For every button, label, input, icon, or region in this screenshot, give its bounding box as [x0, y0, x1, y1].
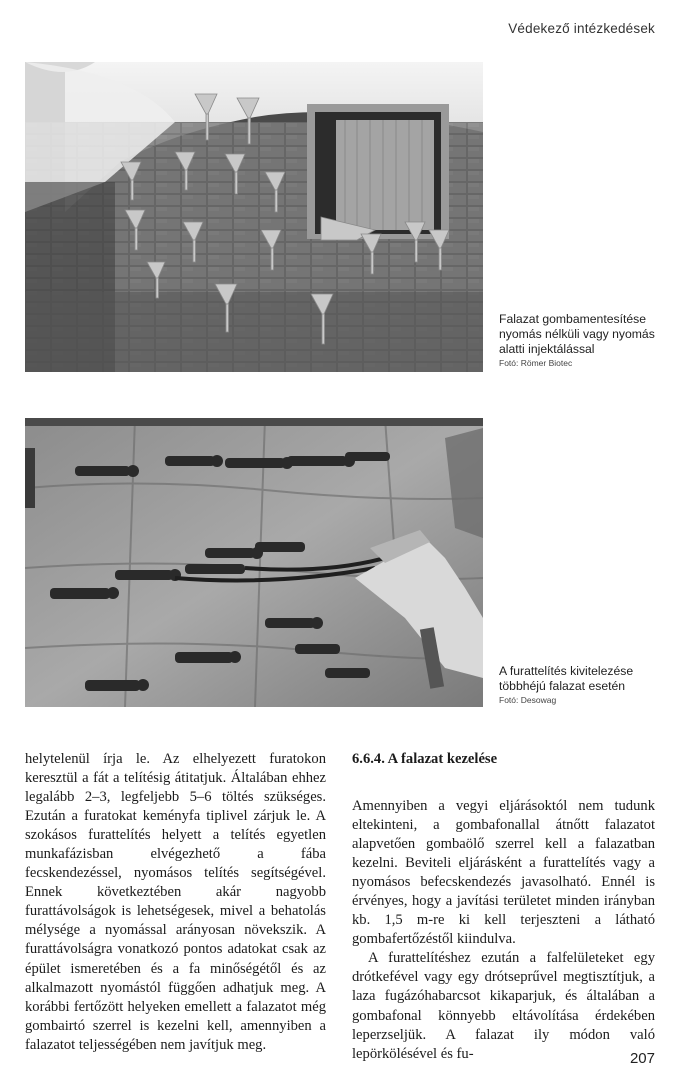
- running-head: Védekező intézkedések: [508, 21, 655, 36]
- page-number: 207: [629, 1050, 655, 1067]
- photo-wall-funnel-injection: [25, 62, 483, 372]
- body-paragraph: Amennyiben a vegyi eljárásoktól nem tudunk eltekinteni, a gombafonallal átnőtt falazatot alapvetően gombaölő szerrel kell a falazatban kezelni. Beviteli eljárásként a furattelítés vagy a nyomásos befecskendezés javasolható. Ennél is érvényes, hogy a javítási területet minden irányban kb. 1,5 m-re ki kell terjeszteni a látható gombafertőzéstől kiindulva.: [352, 798, 655, 948]
- left-column: [25, 750, 326, 1055]
- figure-caption-2: [499, 664, 669, 706]
- photo-drill-hole-impregnation: [25, 418, 483, 707]
- caption-text: Falazat gombamentesítése nyomás nélküli vagy nyomás alatti injektálással: [499, 312, 655, 356]
- caption-text: A furattelítés kivitelezése többhéjú falazat esetén: [499, 664, 634, 693]
- photo-credit: Fotó: Desowag: [499, 695, 557, 705]
- figure-caption-1: [499, 312, 669, 369]
- body-paragraph: A furattelítéshez ezután a falfelületeket egy drótkefével vagy egy drótseprűvel megtisztítjuk, a laza fugázóhabarcsot kikaparjuk, és általában a gombafonal könnyebb eltávolítása érdekében leperzseljük. A falazat ily módon való lepörkölésével és fu-: [352, 950, 655, 1062]
- section-heading: 6.6.4. A falazat kezelése: [352, 751, 498, 767]
- right-column: [352, 750, 655, 1064]
- photo-credit: Fotó: Römer Biotec: [499, 358, 573, 368]
- body-paragraph: helytelenül írja le. Az elhelyezett furatokon keresztül a fát a telítésig átitatjuk. Általában ehhez legalább 2–3, legfeljebb 5–6 töltés szükséges. Ezután a furatokat keményfa tiplivel zárjuk le. A szokásos furattelítés helyett a telítés egyetlen munkafázisban elvégezhető a fába fecskendezéssel, nyomásos telítés segítségével. Ennek következtében akár nagyobb furattávolságok is lehetségesek, mivel a behatolás mélysége a nyomással arányosan növekszik. A furattávolságra vonatkozó pontos adatokat csak az épület ismeretében és a fa minőségétől és az alkalmazott nyomástól függően adhatjuk meg. A korábbi fertőzött helyeken emellett a falazatot még gombairtó szerrel is kezelni kell, amennyiben a falazatot teljességében nem javítjuk meg.: [25, 751, 326, 1053]
